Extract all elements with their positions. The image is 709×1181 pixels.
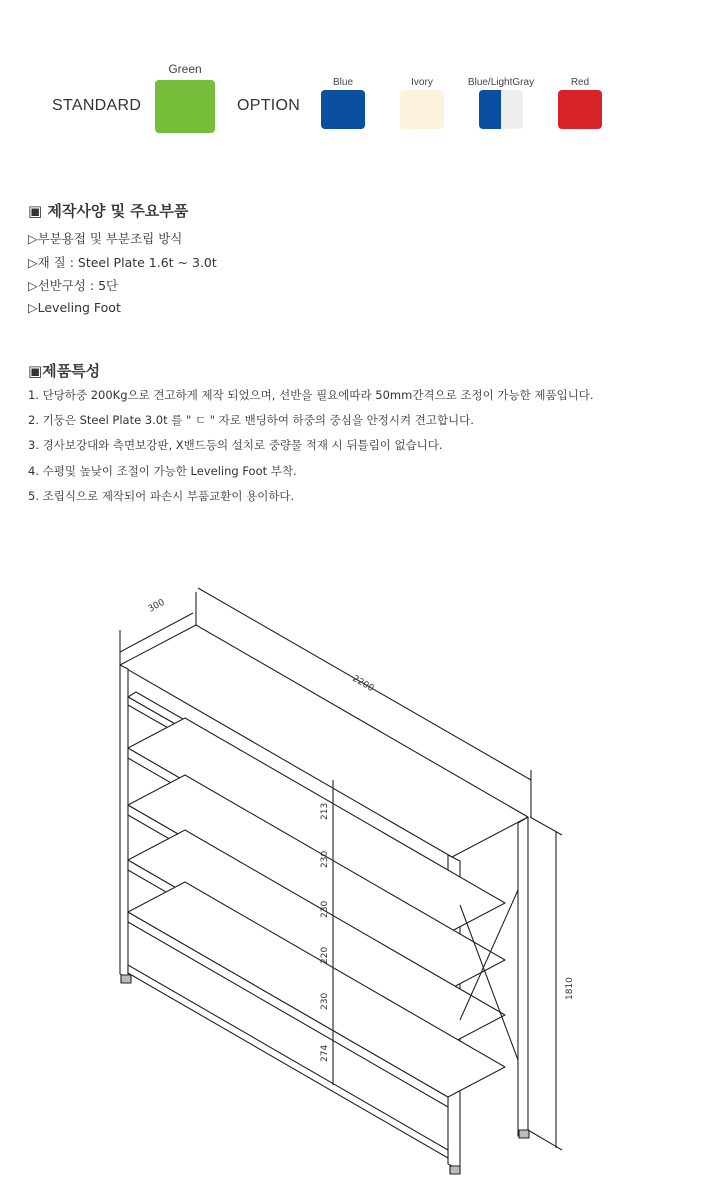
feature-item: 1. 단당하중 200Kg으로 견고하게 제작 되었으며, 선반을 필요에따라 50mm간격으로 조정이 가능한 제품입니다. bbox=[28, 388, 594, 402]
spec-item: ▷선반구성 : 5단 bbox=[28, 278, 119, 293]
option-label: OPTION bbox=[237, 97, 301, 114]
spec-item: ▷부분용접 및 부분조립 방식 bbox=[28, 231, 183, 246]
shelf-drawing bbox=[0, 570, 709, 1181]
gap-label: 274 bbox=[320, 1044, 330, 1062]
feature-item: 5. 조립식으로 제작되어 파손시 부품교환이 용이하다. bbox=[28, 489, 295, 503]
dimension-extension bbox=[530, 817, 562, 835]
option-color-name-blue: Blue bbox=[332, 77, 353, 88]
features-title: ▣제품특성 bbox=[28, 362, 101, 380]
swatch-blue-half bbox=[479, 90, 501, 129]
dimension-extension bbox=[528, 1130, 562, 1150]
spec-item: ▷재 질 : Steel Plate 1.6t ~ 3.0t bbox=[28, 255, 217, 270]
standard-label: STANDARD bbox=[52, 97, 142, 114]
option-color-name-ivory: Ivory bbox=[411, 77, 433, 88]
height-label: 1810 bbox=[565, 977, 575, 1000]
option-swatch-ivory bbox=[400, 90, 444, 129]
x-brace bbox=[460, 905, 518, 1060]
width-label: 2200 bbox=[350, 673, 376, 695]
gap-label: 213 bbox=[320, 802, 330, 820]
swatch-lightgray-half bbox=[501, 90, 523, 129]
feature-item: 3. 경사보강대와 측면보강판, X밴드등의 설치로 중량물 적재 시 뒤틀림이 없습니다. bbox=[28, 438, 443, 452]
standard-swatch-green bbox=[155, 80, 215, 133]
spec-title: ▣ 제작사양 및 주요부품 bbox=[28, 202, 189, 220]
option-swatch-blue bbox=[321, 90, 365, 129]
gap-label: 220 bbox=[320, 946, 330, 964]
feature-item: 2. 기둥은 Steel Plate 3.0t 를 " ㄷ " 자로 밴딩하여 하중의 중심을 안정시켜 견고합니다. bbox=[28, 413, 474, 427]
gap-label: 230 bbox=[320, 900, 330, 918]
option-swatch-red bbox=[558, 90, 602, 129]
feature-item: 4. 수평및 높낮이 조절이 가능한 Leveling Foot 부착. bbox=[28, 464, 297, 478]
standard-color-name: Green bbox=[168, 62, 202, 76]
leveling-foot bbox=[519, 1130, 529, 1138]
left-front-upright bbox=[120, 665, 128, 978]
option-color-name-blue-lightgray: Blue/LightGray bbox=[467, 77, 535, 88]
leveling-foot bbox=[450, 1166, 460, 1174]
depth-label: 300 bbox=[146, 597, 167, 615]
right-back-upright bbox=[518, 817, 528, 1136]
gap-label: 230 bbox=[320, 992, 330, 1010]
option-color-name-red: Red bbox=[570, 77, 590, 88]
gap-label: 230 bbox=[320, 850, 330, 868]
leveling-foot bbox=[121, 975, 131, 983]
option-swatch-blue-lightgray bbox=[479, 90, 523, 129]
spec-item: ▷Leveling Foot bbox=[28, 300, 121, 315]
